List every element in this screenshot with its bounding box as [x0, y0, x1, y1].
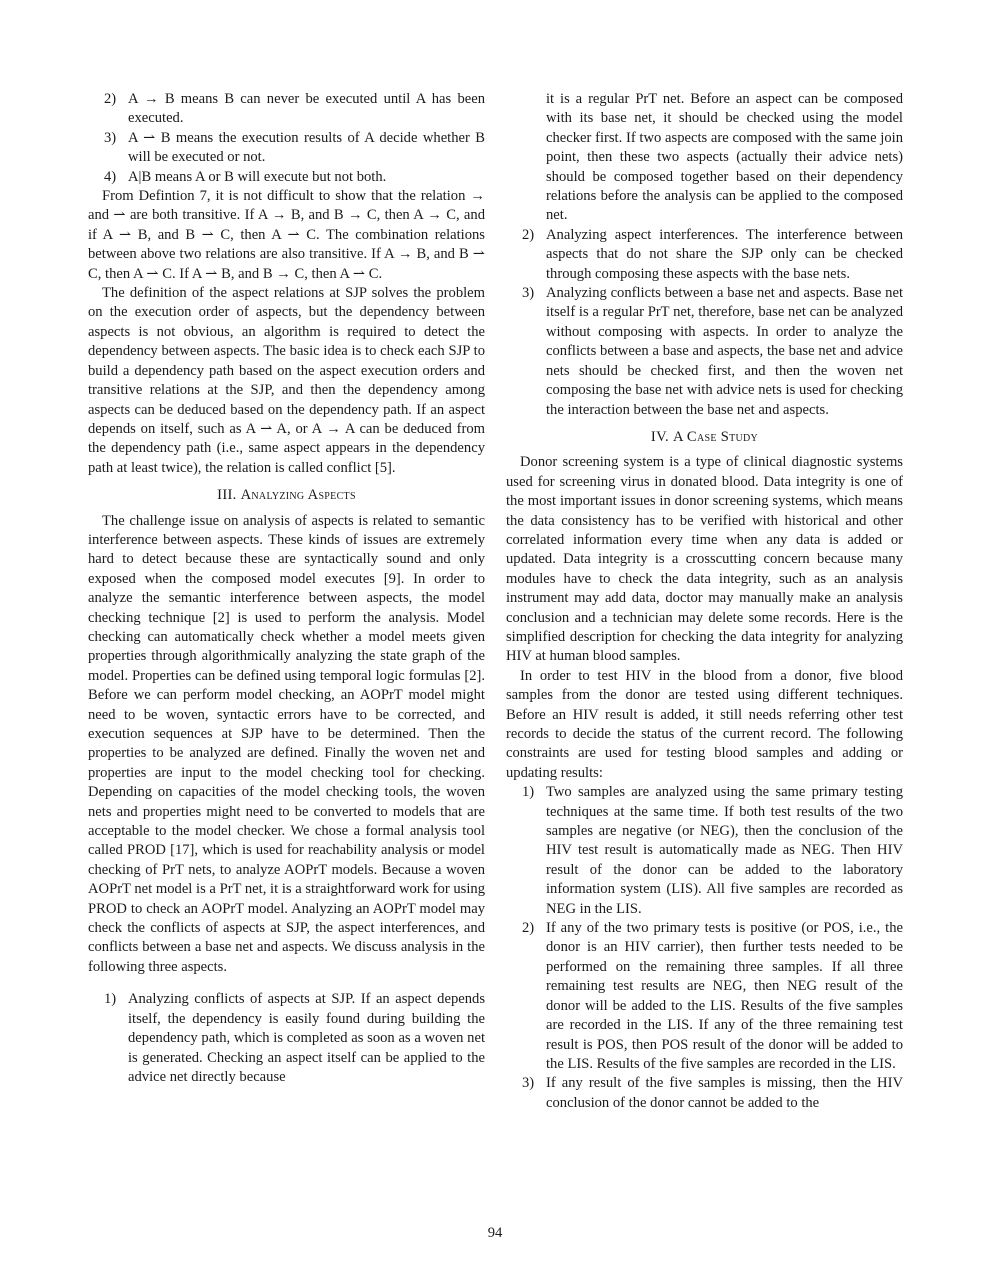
- section-heading-case-study: [506, 428, 903, 447]
- spacer: [88, 977, 485, 990]
- relation-item-4: [88, 168, 485, 187]
- item-number: 3): [522, 285, 535, 302]
- item-number: 3): [522, 1075, 535, 1092]
- relation-item-2: [88, 90, 485, 129]
- section-title: A Case Study: [672, 428, 759, 445]
- analysis-item-1-continued: it is a regular PrT net. Before an aspect can be composed with its base net, it should be checked using the model checker first. If two aspects are composed with the same join point, then these two aspects (actually their advice nets) should be composed together based on their dependency relations before the analysis can be applied to the composed net.: [546, 91, 903, 224]
- item-text: A|B means A or B will execute but not both.: [128, 168, 387, 185]
- paragraph-donor-screening: Donor screening system is a type of clinical diagnostic systems used for screening virus in donated blood. Data integrity is one of the most important issues in donor screening systems, which means the data consistency has to be verified with historical and other correlated information every time when any data is added or updated. Data integrity is a crosscutting concern because many modules have to check the data integrity, such as an analysis instrument may add data, doctor may manually make an analysis conclusion and a technician may delete some records. Here is the simplified description for checking the data integrity for analyzing HIV at human blood samples.: [506, 454, 903, 665]
- item-number: 2): [522, 920, 535, 937]
- relation-item-3: [88, 129, 485, 168]
- analysis-item-3: [506, 284, 903, 420]
- left-column: [88, 90, 485, 1087]
- item-text: Analyzing aspect interferences. The interference between aspects that do not share the SJP only can be checked through composing these aspects with the base nets.: [546, 226, 903, 282]
- analysis-item-2: [506, 226, 903, 284]
- constraint-item-2: [506, 919, 903, 1074]
- item-number: 1): [104, 991, 117, 1008]
- section-number: III.: [217, 487, 237, 504]
- paragraph-transitive: From Defintion 7, it is not difficult to show that the relation → and ⇀ are both transitive. If A → B, and B → C, then A → C, and if A ⇀ B, and B ⇀ C, then A ⇀ C. The combination relations between above two relations are also transitive. If A → B, and B ⇀ C, then A ⇀ C. If A ⇀ B, and B → C, then A ⇀ C.: [88, 188, 485, 282]
- section-number: IV.: [650, 428, 669, 445]
- paragraph-definition: The definition of the aspect relations at SJP solves the problem on the execution order of aspects, but the dependency between aspects is not obvious, an algorithm is required to detect the dependency between aspects. The basic idea is to check each SJP to build a dependency path based on the aspect execution orders and transitive relations at the SJP, and then the dependency among aspects can be deduced based on the dependency path. If an aspect depends on itself, such as A ⇀ A, or A → A can be deduced from the dependency path (i.e., same aspect appears in the dependency path at least twice), the relation is called conflict [5].: [88, 285, 485, 476]
- item-text: Analyzing conflicts of aspects at SJP. If an aspect depends itself, the dependency is easily found during building the dependency path, which is completed as soon as a woven net is generated. Checking an aspect itself can be applied to the advice net directly because: [128, 991, 485, 1085]
- page-number: 94: [487, 1225, 503, 1241]
- item-text: Analyzing conflicts between a base net and aspects. Base net itself is a regular PrT net, therefore, base net can be analyzed without composing with aspects. In order to analyze the conflicts between a base and aspects, the base net and advice nets should be checked first, and then the woven net composing the base net with advice nets is used for checking the interaction between the base net and aspects.: [546, 285, 903, 418]
- analysis-item-1: [88, 990, 485, 1087]
- item-number: 2): [522, 226, 535, 243]
- item-number: 4): [104, 168, 117, 185]
- paragraph-hiv-testing: In order to test HIV in the blood from a donor, five blood samples from the donor are tested using different techniques. Before an HIV result is added, it still needs referring other test records to decide the status of the current record. The following constraints are used for testing blood samples and adding or updating results:: [506, 667, 903, 781]
- section-heading-analyzing-aspects: [88, 486, 485, 505]
- item-text: If any of the two primary tests is positive (or POS, i.e., the donor is an HIV carrier), then further tests needed to be performed on the remaining three samples. If all three remaining test results are NEG, then NEG result of the donor will be added to the LIS. Results of the five samples are recorded in the LIS. If any of the three remaining test result is POS, then POS result of the donor will be added to the LIS. Results of the five samples are recorded in the LIS.: [546, 920, 903, 1072]
- item-number: 2): [104, 91, 117, 107]
- right-column: [506, 90, 903, 1113]
- section-title: Analyzing Aspects: [240, 487, 356, 504]
- item-number: 1): [522, 784, 535, 801]
- item-text: Two samples are analyzed using the same primary testing techniques at the same time. If both test results of the two samples are negative (or NEG), then the conclusion of the HIV test result is automatically made as NEG. Then HIV result of the donor can be added to the laboratory information system (LIS). All five samples are recorded as NEG in the LIS.: [546, 784, 903, 917]
- paragraph-challenge: The challenge issue on analysis of aspects is related to semantic interference between aspects. These kinds of issues are extremely hard to detect because these are syntactically sound and only exposed when the composed model executes [9]. In order to analyze the semantic interference between aspects, the model checking technique [2] is used to perform the analysis. Model checking can automatically check whether a model meets given properties through algorithmically analyzing the state graph of the model. Properties can be defined using temporal logic formulas [2]. Before we can perform model checking, an AOPrT model might need to be woven, syntactic errors have to be corrected, and execution sequences at SJP have to be determined. Then the properties to be analyzed are defined. Finally the woven net and properties are input to the model checking tool for checking. Depending on capacities of the model checking tools, the woven nets and properties might need to be converted to models that are acceptable to the model checker. We chose a formal analysis tool called PROD [17], which is used for reachability analysis or model checking of PrT nets, to analyze AOPrT models. Because a woven AOPrT net model is a PrT net, it is a straightforward work for using PROD to check an AOPrT model. Analyzing an AOPrT model may check the conflicts of aspects at SJP, the aspect interferences, and conflicts between a base net and aspects. We discuss analysis in the following three aspects.: [88, 512, 485, 975]
- item-text: A → B means B can never be executed until A has been executed.: [128, 91, 485, 127]
- constraint-item-3: [506, 1074, 903, 1113]
- item-number: 3): [104, 129, 117, 146]
- constraint-item-1: [506, 783, 903, 919]
- item-text: If any result of the five samples is missing, then the HIV conclusion of the donor cannot be added to the: [546, 1075, 903, 1111]
- item-text: A ⇀ B means the execution results of A decide whether B will be executed or not.: [128, 129, 485, 166]
